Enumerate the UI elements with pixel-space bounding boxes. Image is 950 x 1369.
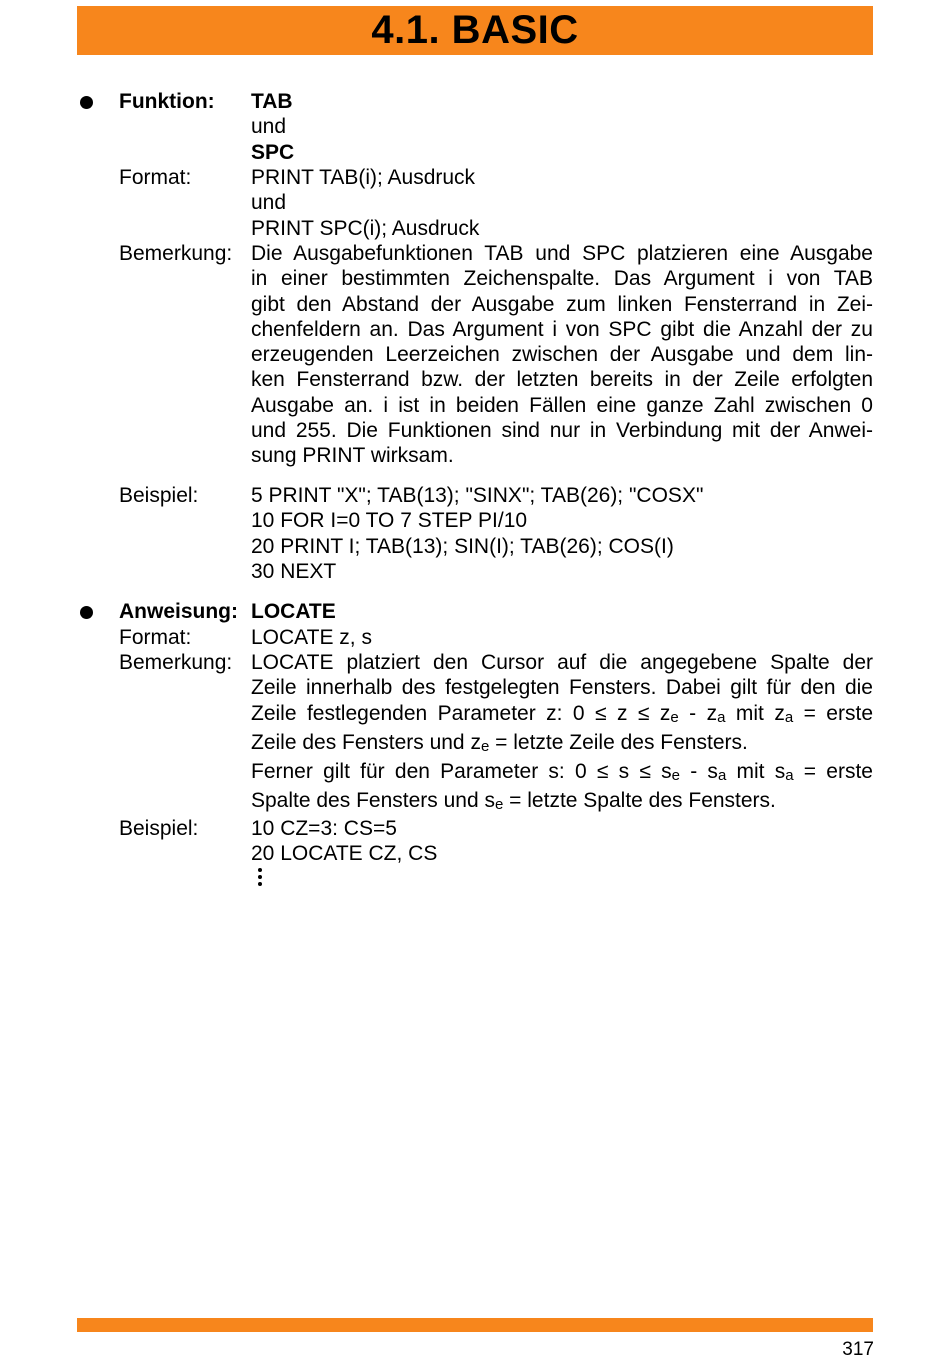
- subscript-a: a: [784, 708, 794, 726]
- remark-line: [251, 730, 873, 759]
- remark-fragment: mit z: [725, 701, 785, 725]
- remark-fragment: Zeile festlegenden Parameter z: 0 ≤ z ≤ z: [251, 701, 671, 725]
- format-lines: [251, 165, 873, 241]
- remark-line: chenfeldern an. Das Argument i von SPC gibt die Anzahl der zu: [251, 317, 873, 341]
- remark-fragment: = erste: [793, 701, 873, 725]
- statement-names: [251, 599, 873, 624]
- format-line: PRINT TAB(i); Ausdruck: [251, 166, 476, 189]
- page-number: 317: [842, 1339, 874, 1360]
- bullet-icon: [80, 606, 93, 619]
- subscript-e: e: [494, 796, 504, 814]
- function-name: SPC: [251, 140, 295, 164]
- subscript-e: e: [480, 737, 490, 755]
- subscript-a: a: [785, 767, 794, 785]
- format-line: LOCATE z, s: [251, 626, 372, 649]
- page-title: 4.1. BASIC: [371, 8, 579, 52]
- subscript-e: e: [671, 767, 680, 785]
- example-code: [251, 483, 873, 584]
- code-line: 20 LOCATE CZ, CS: [251, 842, 438, 866]
- footer-bar: [77, 1318, 873, 1332]
- remark-line: Ausgabe an. i ist in beiden Fällen eine ganze Zahl zwischen 0: [251, 393, 873, 417]
- remark-line: [251, 788, 873, 817]
- remark-line: ken Fensterrand bzw. der letzten bereits in der Zeile erfolgten: [251, 368, 873, 392]
- remark-line: Die Ausgabefunktionen TAB und SPC platzieren eine Ausgabe: [251, 242, 873, 265]
- remark-fragment: mit s: [726, 760, 786, 784]
- remark-text: [251, 241, 873, 469]
- remark-line: sung PRINT wirksam.: [251, 444, 454, 468]
- section-heading-label: Anweisung:: [119, 600, 238, 623]
- function-names: [251, 89, 873, 165]
- function-name-joiner: und: [251, 115, 287, 139]
- subscript-e: e: [670, 708, 679, 726]
- example-code: [251, 816, 873, 867]
- function-name: TAB: [251, 90, 293, 113]
- statement-name: LOCATE: [251, 600, 336, 623]
- remark-fragment: - s: [679, 760, 718, 784]
- code-line: 10 FOR I=0 TO 7 STEP PI/10: [251, 509, 528, 533]
- remark-line: gibt den Abstand der Ausgabe zum linken Fensterrand in Zei-: [251, 292, 873, 316]
- format-label: Format:: [119, 626, 192, 649]
- remark-label: Bemerkung:: [119, 242, 233, 265]
- remark-label: Bemerkung:: [119, 651, 233, 674]
- format-line: und: [251, 191, 287, 215]
- vertical-ellipsis-icon: [256, 868, 266, 890]
- header-bar: [77, 6, 873, 55]
- remark-fragment: = letzte Spalte des Fensters.: [503, 789, 776, 813]
- remark-line: in einer bestimmten Zeichenspalte. Das Argument i von TAB: [251, 267, 873, 291]
- subscript-a: a: [717, 767, 727, 785]
- subscript-a: a: [717, 708, 726, 726]
- remark-line: [251, 701, 873, 730]
- remark-fragment: = erste: [793, 760, 873, 784]
- code-line: 10 CZ=3: CS=5: [251, 817, 397, 840]
- format-line: PRINT SPC(i); Ausdruck: [251, 216, 480, 240]
- format-label: Format:: [119, 166, 192, 189]
- remark-line: erzeugenden Leerzeichen zwischen der Ausgabe und dem lin-: [251, 343, 873, 367]
- section-heading-label: Funktion:: [119, 90, 215, 113]
- remark-line: [251, 759, 873, 788]
- remark-fragment: Spalte des Fensters und s: [251, 789, 495, 813]
- remark-fragment: - z: [678, 701, 718, 725]
- code-line: 5 PRINT "X"; TAB(13); "SINX"; TAB(26); "COSX": [251, 484, 704, 507]
- code-line: 20 PRINT I; TAB(13); SIN(I); TAB(26); COS(I): [251, 534, 674, 558]
- remark-line: und 255. Die Funktionen sind nur in Verbindung mit der Anwei-: [251, 419, 873, 443]
- example-label: Beispiel:: [119, 484, 199, 507]
- example-label: Beispiel:: [119, 817, 199, 840]
- remark-fragment: Ferner gilt für den Parameter s: 0 ≤ s ≤ s: [251, 760, 672, 784]
- remark-text: [251, 650, 873, 818]
- remark-fragment: Zeile des Fensters und z: [251, 730, 481, 754]
- remark-fragment: = letzte Zeile des Fensters.: [489, 730, 748, 754]
- remark-line: LOCATE platziert den Cursor auf die angegebene Spalte der: [251, 651, 873, 674]
- remark-line: Zeile innerhalb des festgelegten Fensters. Dabei gilt für den die: [251, 676, 873, 700]
- bullet-icon: [80, 96, 93, 109]
- code-line: 30 NEXT: [251, 559, 337, 583]
- format-lines: [251, 625, 873, 650]
